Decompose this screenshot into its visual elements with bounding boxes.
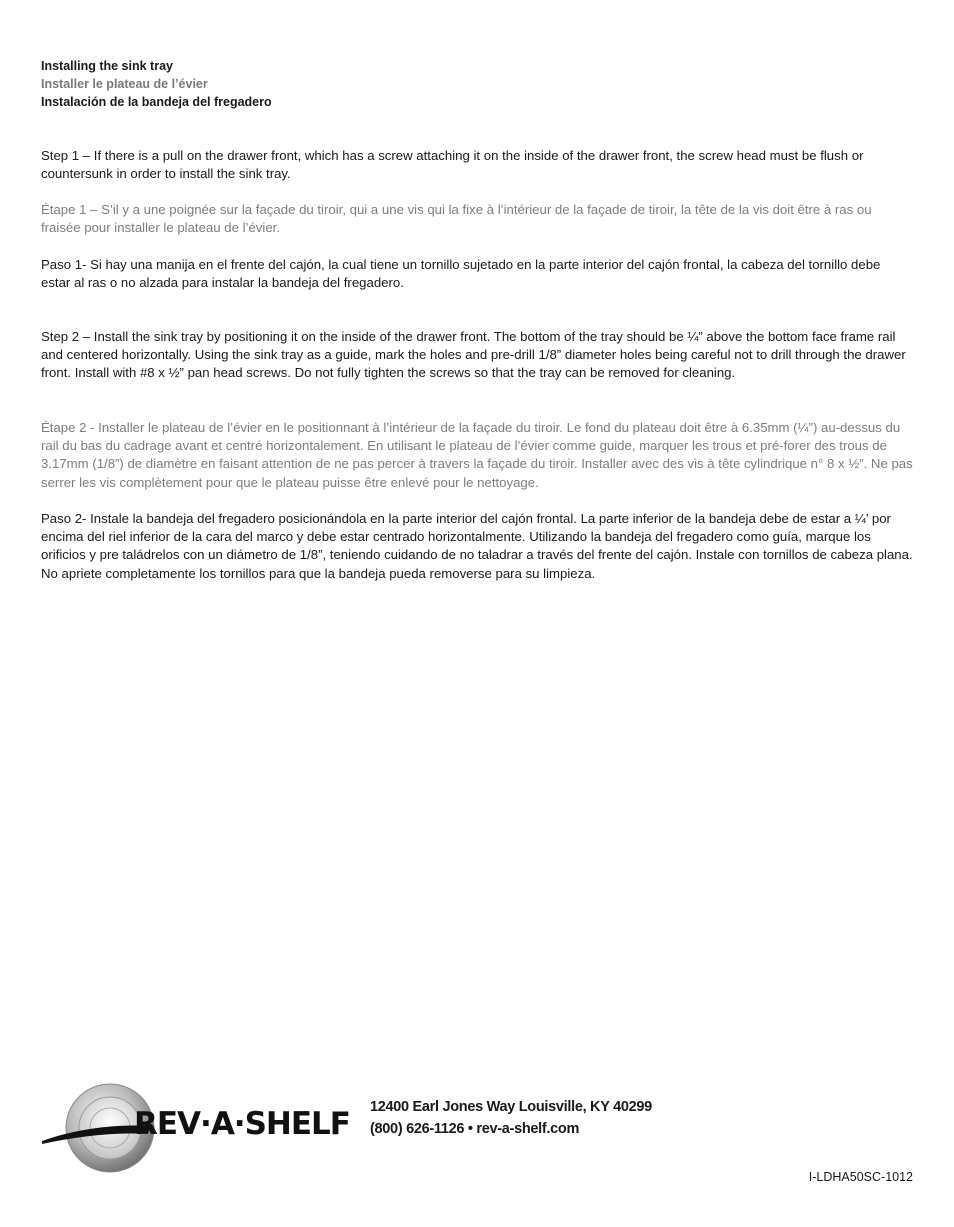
heading-spanish: Instalación de la bandeja del fregadero [41, 95, 272, 109]
step1-spanish: Paso 1- Si hay una manija en el frente del cajón, la cual tiene un tornillo sujetado en la parte interior del cajón frontal, la cabeza del tornillo debe estar al ras o no alzada para instalar la bandeja del fregadero. [41, 257, 881, 291]
heading-english: Installing the sink tray [41, 59, 173, 73]
address-line1: 12400 Earl Jones Way Louisville, KY 40299 [370, 1099, 652, 1115]
rev-a-shelf-logo [38, 1078, 358, 1178]
document-id: I-LDHA50SC-1012 [808, 1170, 913, 1184]
logo-wordmark: REV·A·SHELF [134, 1106, 350, 1142]
logo-graphic [38, 1078, 358, 1178]
page-heading [41, 57, 272, 111]
company-address [370, 1096, 652, 1140]
step2-french: Étape 2 - Installer le plateau de l’évier en le positionnant à l’intérieur de la façade du tiroir. Le fond du plateau doit être à 6.35mm (¼”) au-dessus du rail du bas du cadrage avant et centré horizontalement. En utilisant le plateau de l’évier comme guide, marquer les trous et pré-forer des trous de 3.17mm (1/8”) de diamètre en faisant attention de ne pas percer à travers la façade du tiroir. Installer avec des vis à tête cylindrique n° 8 x ½”. Ne pas serrer les vis complètement pour que le plateau puisse être enlevé pour le nettoyage. [41, 420, 913, 490]
address-line2: (800) 626-1126 • rev-a-shelf.com [370, 1121, 580, 1137]
heading-french: Installer le plateau de l’évier [41, 77, 208, 91]
step1-english: Step 1 – If there is a pull on the drawer front, which has a screw attaching it on the inside of the drawer front, the screw head must be flush or countersunk in order to install the sink tray. [41, 148, 864, 182]
step2-english: Step 2 – Install the sink tray by positioning it on the inside of the drawer front. The bottom of the tray should be ¼” above the bottom face frame rail and centered horizontally. Using the sink tray as a guide, mark the holes and pre-drill 1/8” diameter holes being careful not to drill through the drawer front. Install with #8 x ½” pan head screws. Do not fully tighten the screws so that the tray can be removed for cleaning. [41, 329, 906, 381]
step1-french: Étape 1 – S’il y a une poignée sur la façade du tiroir, qui a une vis qui la fixe à l’intérieur de la façade de tiroir, la tête de la vis doit être à ras ou fraisée pour installer le plateau de l’évier. [41, 202, 872, 236]
step2-spanish: Paso 2- Instale la bandeja del fregadero posicionándola en la parte interior del cajón frontal. La parte inferior de la bandeja debe de estar a ¼’ por encima del riel inferior de la cara del marco y debe estar centrado horizontalmente. Utilizando la bandeja del fregadero como guía, marque los orificios y pre taládrelos con un diámetro de 1/8”, teniendo cuidando de no taladrar a través del frente del cajón. Instale con tornillos de cabeza plana. No apriete completamente los tornillos para que la bandeja pueda removerse para su limpieza. [41, 511, 913, 581]
